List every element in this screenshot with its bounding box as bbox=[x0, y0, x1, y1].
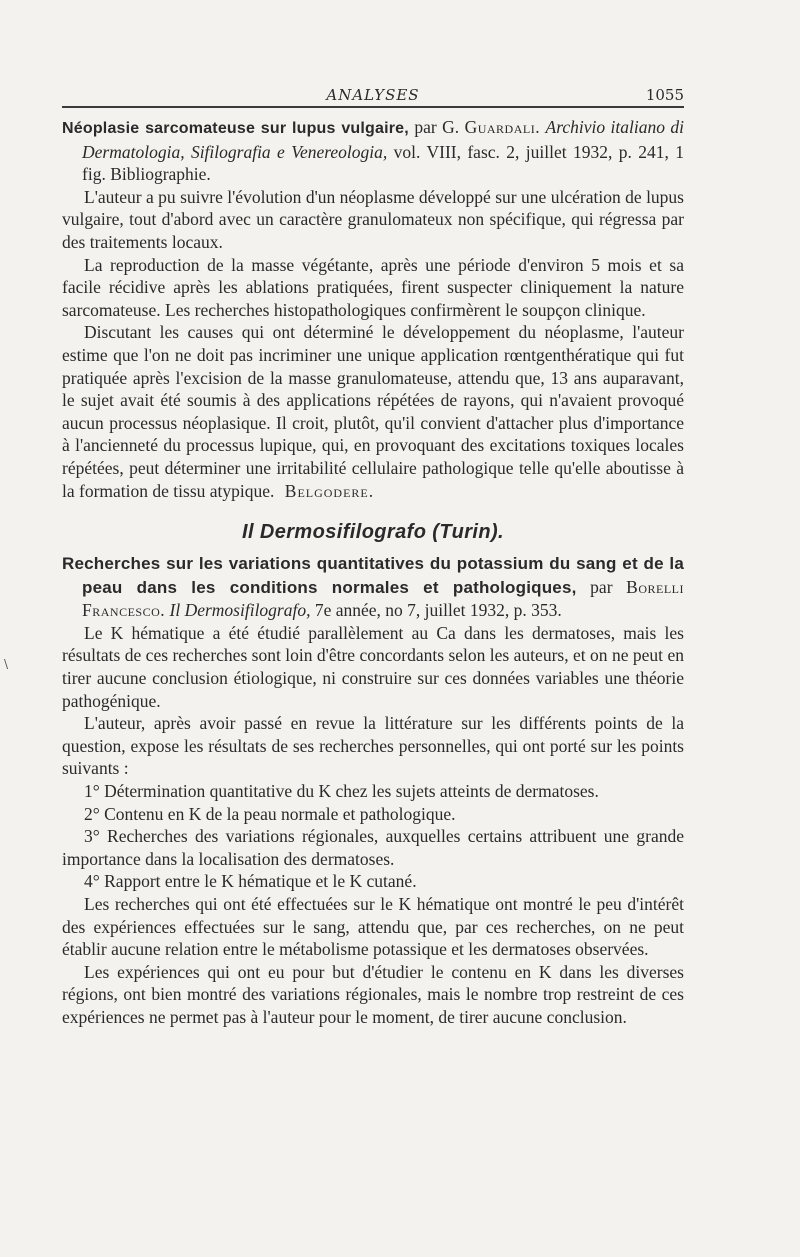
list-item: 2° Contenu en K de la peau normale et pathologique. bbox=[84, 803, 456, 824]
article-author: Guardali. bbox=[464, 117, 541, 137]
article-citation: 7e année, no 7, juillet 1932, p. 353. bbox=[314, 600, 562, 621]
header-rule bbox=[62, 106, 684, 108]
article-potassium bbox=[62, 552, 684, 1028]
article-heading bbox=[62, 116, 684, 186]
article-citation: vol. VIII, fasc. 2, juillet 1932, p. 241, 1 fig. Bibliographie. bbox=[82, 141, 685, 185]
list-item: 4° Rapport entre le K hématique et le K cutané. bbox=[84, 871, 417, 892]
paragraph: Les expériences qui ont eu pour but d'étudier le contenu en K dans les diverses régions, ont bien montré des variations régionales, mais le nombre trop restreint de ces expériences ne permet pas à l'auteur pour le moment, de tirer aucune conclusion. bbox=[62, 961, 684, 1027]
paragraph: La reproduction de la masse végétante, après une période d'environ 5 mois et sa facile récidive après les ablations pratiquées, firent suspecter cliniquement la nature sarcomateuse. Les recherches histopathologiques confirmèrent le soupçon clinique. bbox=[62, 254, 684, 320]
reviewer-signature: Belgodere. bbox=[284, 480, 375, 501]
article-title: Néoplasie sarcomateuse sur lupus vulgaire, bbox=[62, 120, 409, 137]
article-par: par bbox=[590, 576, 613, 597]
article-heading bbox=[62, 552, 684, 622]
paragraph: L'auteur, après avoir passé en revue la littérature sur les différents points de la question, expose les résultats de ses recherches personnelles, qui ont porté sur les points suivants : bbox=[62, 713, 684, 779]
margin-mark: \ bbox=[4, 657, 9, 671]
section-title: Il Dermosifilografo (Turin). bbox=[242, 521, 504, 544]
paragraph: Le K hématique a été étudié parallèlement au Ca dans les dermatoses, mais les résultats de ces recherches sont loin d'être concordants selon les auteurs, et on ne peut en tirer aucune conclusion étiologique, ni construire sur ces données variables une théorie pathogénique. bbox=[62, 622, 684, 711]
running-title: ANALYSES bbox=[326, 86, 420, 104]
article-author: Borelli Francesco. bbox=[82, 576, 684, 621]
article-title: Recherches sur les variations quantitatives du potassium du sang et de la peau dans les conditions normales et pathologiques, bbox=[62, 554, 684, 597]
article-par: par G. bbox=[414, 117, 460, 137]
page-number: 1055 bbox=[645, 86, 684, 104]
paragraph-with-signature bbox=[62, 321, 684, 502]
list-item: 3° Recherches des variations régionales, auxquelles certains attribuent une grande importance dans la localisation des dermatoses. bbox=[62, 826, 684, 869]
article-journal: Archivio italiano di Dermatologia, Sifilografia e Venereologia, bbox=[82, 117, 685, 162]
page bbox=[62, 78, 684, 1029]
running-head bbox=[62, 78, 684, 106]
paragraph: Les recherches qui ont été effectuées sur le K hématique ont montré le peu d'intérêt des expériences effectuées sur le sang, attendu que, par ces recherches, on ne peut établir aucune relation entre le métabolisme potassique et les dermatoses observées. bbox=[62, 894, 684, 960]
list-item: 1° Détermination quantitative du K chez les sujets atteints de dermatoses. bbox=[84, 781, 599, 802]
paragraph-text: Discutant les causes qui ont déterminé le développement du néoplasme, l'auteur estime que l'on ne doit pas incriminer une unique application rœntgenthératique qui fut pratiquée après l'excision de la masse granulomateuse, attendu que, 13 ans auparavant, le sujet avait été soumis à des applications répétées de rayons, qui n'avaient provoqué aucun processus néoplasique. Il croit, plutôt, qu'il convient d'attacher plus d'importance à l'ancienneté du processus lupique, qui, en provoquant des excitations toxiques locales répétées, peut déterminer une irritabilité cellulaire pathologique telle qu'elle aboutisse à la formation de tissu atypique. bbox=[62, 322, 684, 501]
article-neoplasie bbox=[62, 116, 684, 502]
paragraph: L'auteur a pu suivre l'évolution d'un néoplasme développé sur une ulcération de lupus vulgaire, tout d'abord avec un caractère granulomateux non spécifique, qui régressa par des traitements locaux. bbox=[62, 186, 684, 252]
article-journal: Il Dermosifilografo, bbox=[169, 600, 311, 621]
